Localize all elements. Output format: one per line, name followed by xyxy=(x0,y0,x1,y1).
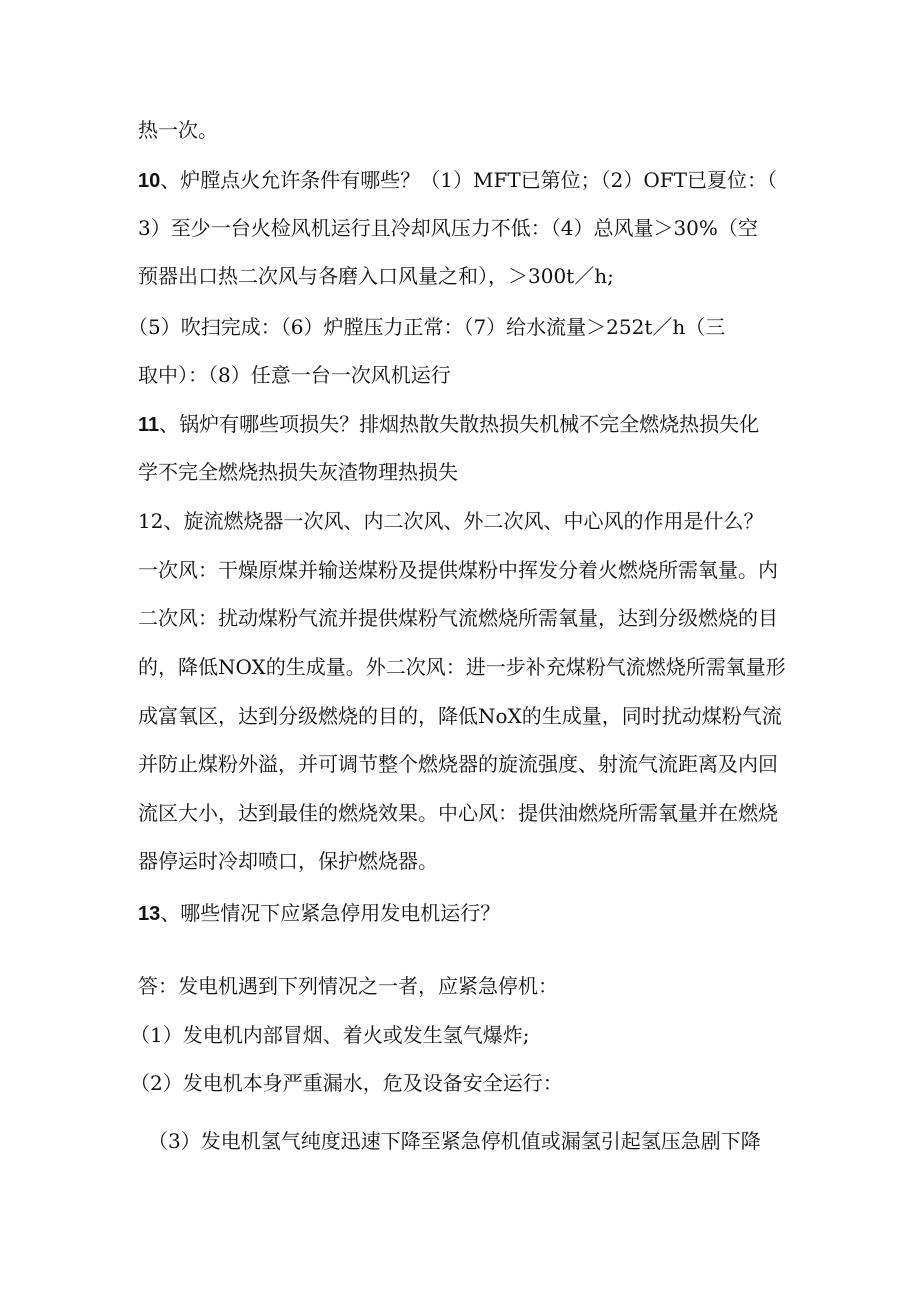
line-text: 热一次。 xyxy=(138,118,218,142)
question-12-line-1 xyxy=(138,507,763,535)
answer-12-line-6 xyxy=(138,799,778,827)
answer-13-item-1 xyxy=(130,1021,529,1049)
line-text: 一次风：干燥原煤并输送煤粉及提供煤粉中挥发分着火燃烧所需氧量。内 xyxy=(138,558,778,582)
line-text: 3）至少一台火检风机运行且冷却风压力不低：（4）总风量＞30%（空 xyxy=(138,216,758,240)
line-text: 12、旋流燃烧器一次风、内二次风、外二次风、中心风的作用是什么？ xyxy=(138,509,764,533)
line-text: 学不完全燃烧热损失灰渣物理热损失 xyxy=(138,460,458,484)
line-text: 器停运时冷却喷口，保护燃烧器。 xyxy=(138,849,438,873)
question-13-line-1 xyxy=(138,899,500,928)
line-text: （5）吹扫完成：（6）炉膛压力正常：（7）给水流量＞252t／h（三 xyxy=(128,315,726,339)
answer-13-item-2 xyxy=(130,1069,563,1097)
question-11-line-1 xyxy=(138,410,759,439)
question-number: 13 xyxy=(138,903,161,925)
question-10-line-4 xyxy=(128,313,725,341)
answer-12-line-3 xyxy=(138,653,786,681)
line-text: 预器出口热二次风与各磨入口风量之和），＞300t／h; xyxy=(138,264,614,288)
line-text: 、锅炉有哪些项损失？排烟热散失散热损失机械不完全燃烧热损失化 xyxy=(159,412,760,436)
answer-12-line-1 xyxy=(138,556,778,584)
line-text: 成富氧区，达到分级燃烧的目的，降低NoX的生成量，同时扰动煤粉气流 xyxy=(138,704,782,728)
answer-12-line-7 xyxy=(138,847,438,875)
answer-12-line-5 xyxy=(138,750,778,778)
line-text: 取中）：（8）任意一台一次风机运行 xyxy=(138,363,451,387)
line-text: 并防止煤粉外溢，并可调节整个燃烧器的旋流强度、射流气流距离及内回 xyxy=(138,752,778,776)
line-text: 、哪些情况下应紧急停用发电机运行？ xyxy=(160,901,501,925)
answer-13-line-1 xyxy=(138,972,558,1000)
question-11-line-2 xyxy=(138,458,458,486)
line-text: （1）发电机内部冒烟、着火或发生氢气爆炸; xyxy=(130,1023,530,1047)
question-10-line-1 xyxy=(138,166,777,195)
line-text: 答：发电机遇到下列情况之一者，应紧急停机： xyxy=(138,974,558,998)
question-number: 11 xyxy=(138,414,160,436)
question-number: 10 xyxy=(138,170,161,192)
line-text: （2）发电机本身严重漏水，危及设备安全运行： xyxy=(130,1071,563,1095)
answer-12-line-2 xyxy=(138,604,778,632)
line-text: 、炉膛点火允许条件有哪些？（1）MFT已第位；（2）OFT已夏位：（ xyxy=(160,168,778,192)
answer-13-item-3 xyxy=(148,1127,761,1155)
line-text: 的，降低NOX的生成量。外二次风：进一步补充煤粉气流燃烧所需氧量形 xyxy=(138,655,786,679)
line-text: （3）发电机氢气纯度迅速下降至紧急停机值或漏氢引起氢压急剧下降 xyxy=(148,1129,761,1153)
question-10-line-2 xyxy=(138,214,758,242)
answer-12-line-4 xyxy=(138,702,782,730)
question-10-line-3 xyxy=(138,262,614,290)
line-text: 流区大小，达到最佳的燃烧效果。中心风：提供油燃烧所需氧量并在燃烧 xyxy=(138,801,778,825)
line-text: 二次风：扰动煤粉气流并提供煤粉气流燃烧所需氧量，达到分级燃烧的目 xyxy=(138,606,778,630)
question-10-line-5 xyxy=(138,361,451,389)
text-line-1 xyxy=(138,116,218,144)
